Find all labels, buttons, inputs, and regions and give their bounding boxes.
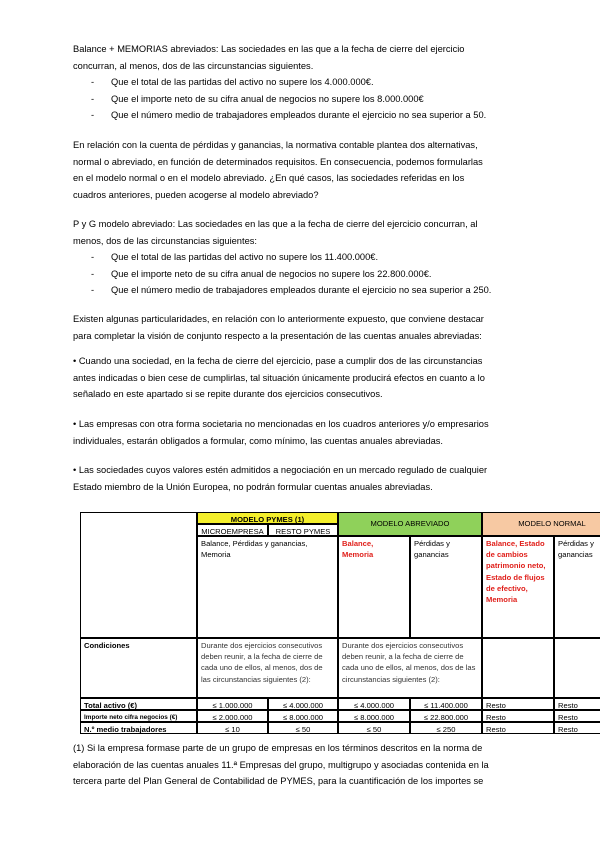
pymes-header: MODELO PYMES (1) — [197, 512, 338, 524]
list-item: - Que el total de las partidas del activo no supere los 11.400.000€. — [91, 252, 379, 263]
table-cell: ≤ 22.800.000 — [410, 710, 482, 722]
condiciones-pymes: Durante dos ejercicios consecutivos deben reunir, a la fecha de cierre de cada uno de ellos, al menos, dos de las circunstancias siguientes (2): — [197, 638, 338, 698]
section-pyg-intro — [73, 137, 573, 203]
section-pyg-abreviado — [73, 216, 573, 299]
abreviado-docs-pyg: Pérdidas y ganancias — [410, 536, 482, 638]
table-cell: ≤ 250 — [410, 722, 482, 734]
pymes-docs: Balance, Pérdidas y ganancias, Memoria — [197, 536, 338, 638]
row-label-total-activo: Total activo (€) — [80, 698, 197, 710]
paragraph-line: cuadros anteriores, pueden acogerse al modelo abreviado? — [73, 189, 319, 200]
paragraph-line: en el modelo normal o en el modelo abreviado. ¿En qué casos, las sociedades referidas en los — [73, 173, 465, 184]
normal-docs-balance: Balance, Estado de cambios patrimonio neto, Estado de flujos de efectivo, Memoria — [482, 536, 554, 638]
condiciones-normal-2 — [554, 638, 600, 698]
table-cell: Resto — [554, 722, 600, 734]
paragraph-line: menos, dos de las circunstancias siguientes: — [73, 235, 257, 246]
table-cell: ≤ 10 — [197, 722, 268, 734]
paragraph-line: • Las empresas con otra forma societaria no mencionadas en los cuadros anteriores y/o empresarios — [73, 419, 489, 429]
condiciones-label: Condiciones — [80, 638, 197, 698]
abreviado-header: MODELO ABREVIADO — [338, 512, 482, 536]
table-cell: Resto — [482, 722, 554, 734]
list-item: - Que el total de las partidas del activo no supere los 4.000.000€. — [91, 77, 374, 88]
list-item: - Que el importe neto de su cifra anual de negocios no supere los 8.000.000€ — [91, 93, 424, 104]
list-item: - Que el número medio de trabajadores empleados durante el ejercicio no sea superior a 50. — [91, 110, 487, 121]
table-cell: ≤ 1.000.000 — [197, 698, 268, 710]
table-cell: Resto — [482, 698, 554, 710]
section-balance-memorias — [73, 41, 573, 124]
normal-docs-pyg: Pérdidas y ganancias — [554, 536, 600, 638]
footnote — [73, 740, 573, 790]
section-bullet-3 — [73, 462, 573, 495]
table-cell: Resto — [554, 698, 600, 710]
normal-header: MODELO NORMAL — [482, 512, 600, 536]
table-cell: ≤ 8.000.000 — [268, 710, 338, 722]
comparison-table — [80, 512, 600, 735]
table-cell: ≤ 4.000.000 — [338, 698, 410, 710]
paragraph-line: • Cuando una sociedad, en la fecha de cierre del ejercicio, pase a cumplir dos de las circunstancias — [73, 356, 483, 366]
paragraph-line: (1) Si la empresa formase parte de un grupo de empresas en los términos descritos en la norma de — [73, 743, 483, 753]
table-cell: ≤ 11.400.000 — [410, 698, 482, 710]
table-cell: Resto — [482, 710, 554, 722]
paragraph-line: para completar la visión de conjunto respecto a la presentación de las cuentas anuales abreviadas: — [73, 330, 482, 341]
paragraph-line: Balance + MEMORIAS abreviados: Las sociedades en las que a la fecha de cierre del ejercicio — [73, 44, 465, 54]
list-item: - Que el importe neto de su cifra anual de negocios no supere los 22.800.000€. — [91, 268, 432, 279]
section-bullet-1 — [73, 353, 573, 403]
list-item: - Que el número medio de trabajadores empleados durante el ejercicio no sea superior a 250. — [91, 285, 492, 296]
paragraph-line: Existen algunas particularidades, en relación con lo anteriormente expuesto, que conviene destacar — [73, 314, 484, 324]
table-cell: ≤ 2.000.000 — [197, 710, 268, 722]
section-particularidades — [73, 311, 573, 344]
paragraph-line: antes indicadas o bien cese de cumplirlas, tal situación únicamente producirá efectos en cuanto a lo — [73, 372, 485, 383]
paragraph-line: P y G modelo abreviado: Las sociedades en las que a la fecha de cierre del ejercicio concurran, al — [73, 219, 478, 229]
table-cell: ≤ 50 — [268, 722, 338, 734]
table-cell: Resto — [554, 710, 600, 722]
microempresa-header: MICROEMPRESA — [197, 524, 268, 536]
paragraph-line: En relación con la cuenta de pérdidas y ganancias, la normativa contable plantea dos alternativas, — [73, 140, 478, 150]
corner-cell — [80, 512, 197, 638]
abreviado-docs-balance: Balance, Memoria — [338, 536, 410, 638]
table-cell: ≤ 8.000.000 — [338, 710, 410, 722]
table-cell: ≤ 50 — [338, 722, 410, 734]
paragraph-line: tercera parte del Plan General de Contabilidad de PYMES, para la cuantificación de los importes se — [73, 776, 484, 787]
row-label-importe-neto: Importe neto cifra negocios (€) — [80, 710, 197, 722]
paragraph-line: normal o abreviado, en función de determinados requisitos. En consecuencia, podemos formularlas — [73, 156, 483, 167]
paragraph-line: • Las sociedades cuyos valores estén admitidos a negociación en un mercado regulado de cualquier — [73, 465, 488, 475]
resto-pymes-header: RESTO PYMES — [268, 524, 338, 536]
condiciones-abreviado: Durante dos ejercicios consecutivos deben reunir, a la fecha de cierre de cada uno de ellos, al menos, dos de las circunstancias siguientes (2): — [338, 638, 482, 698]
paragraph-line: concurran, al menos, dos de las circunstancias siguientes. — [73, 60, 314, 71]
paragraph-line: Estado miembro de la Unión Europea, no podrán formular cuentas anuales abreviadas. — [73, 481, 433, 492]
section-bullet-2 — [73, 416, 573, 449]
paragraph-line: elaboración de las cuentas anuales 11.ª Empresas del grupo, multigrupo y asociadas contenida en la — [73, 759, 489, 770]
row-label-trabajadores: N.º medio trabajadores — [80, 722, 197, 734]
paragraph-line: señalado en este apartado si se repite durante dos ejercicios consecutivos. — [73, 389, 383, 400]
paragraph-line: individuales, estarán obligados a formular, como mínimo, las cuentas anuales abreviadas. — [73, 435, 444, 446]
condiciones-normal-1 — [482, 638, 554, 698]
table-cell: ≤ 4.000.000 — [268, 698, 338, 710]
